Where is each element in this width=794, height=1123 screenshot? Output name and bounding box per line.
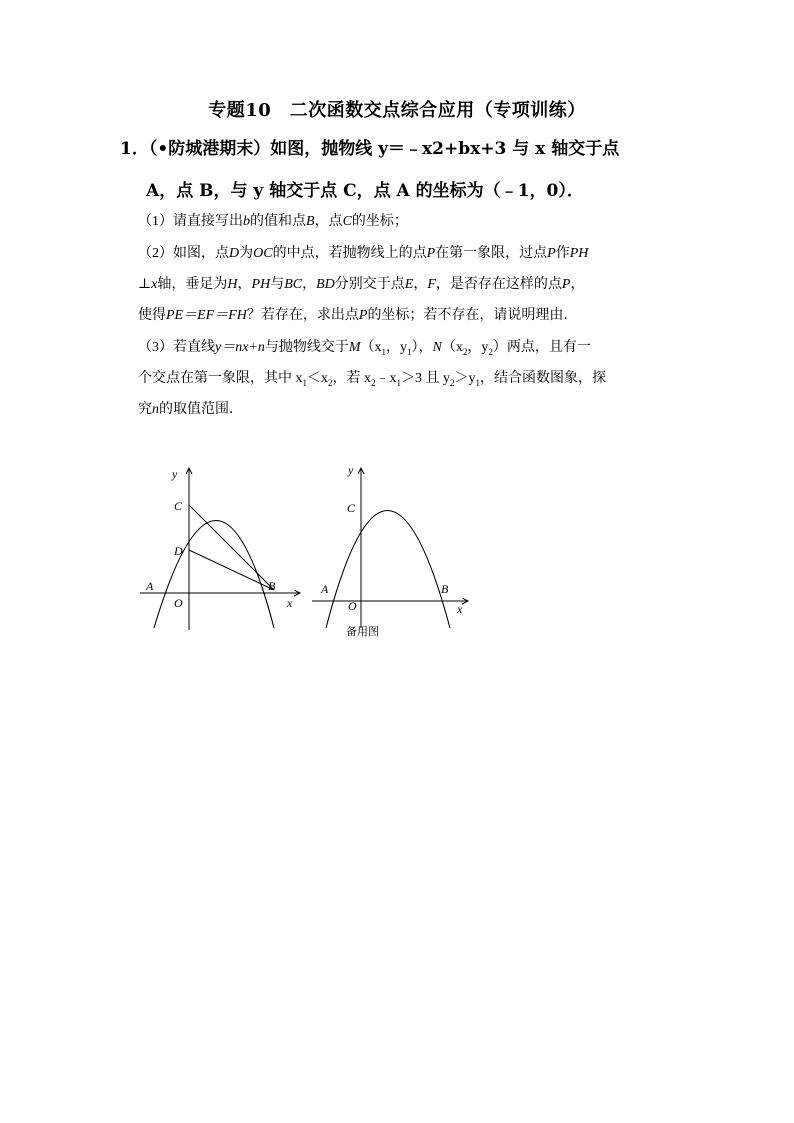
right-label-y: y (348, 463, 354, 477)
right-figure (312, 463, 468, 628)
left-label-y: y (172, 467, 178, 481)
part-2-line-3: 使得PE＝EF＝FH？若存在，求出点P的坐标；若不存在，请说明理由． (138, 308, 578, 323)
part-2-line-2: ⊥x轴，垂足为H，PH与BC，BD分别交于点E，F，是否存在这样的点P， (138, 277, 585, 292)
left-parabola (154, 521, 274, 629)
part-2-line-1: （2）如图，点D为OC的中点，若抛物线上的点P在第一象限，过点P作PH (138, 246, 589, 261)
right-label-c: C (347, 501, 356, 515)
left-label-d: D (174, 544, 183, 558)
figure-caption: 备用图 (346, 626, 379, 638)
left-figure (140, 467, 300, 630)
question-text-1: （•防城港期末）如图，抛物线 y＝﹣x2+bx+3 与 x 轴交于点 (148, 139, 620, 159)
right-parabola (326, 511, 450, 629)
left-label-c: C (174, 499, 183, 513)
question-line-1 (120, 134, 619, 159)
part-3-line-1: （3）若直线y＝nx+n与抛物线交于$M(x_1$，$y_1$），$N(x_2$，$y_2$）两点，且有一 (138, 340, 591, 357)
left-label-a: A (146, 579, 154, 593)
right-label-a: A (321, 582, 329, 596)
question-number: 1． (120, 139, 149, 159)
part-3-line-2: 个交点在第一象限，其中 $x_1<x_2$，若 $x_2﹣x_1>3$ 且 $y_2>y_1$，结合函数图象，探 (138, 371, 606, 388)
left-label-o: O (174, 596, 183, 610)
part-3-line-3: 究n的取值范围． (138, 402, 243, 417)
figure-area (132, 460, 482, 644)
left-label-b: B (268, 579, 276, 593)
right-label-x: x (457, 602, 463, 616)
right-label-o: O (348, 599, 357, 613)
right-label-b: B (441, 582, 449, 596)
left-label-x: x (287, 596, 293, 610)
segment-bd (189, 550, 274, 590)
segment-bc (189, 505, 274, 590)
parabola-figures (132, 460, 482, 640)
part-1: （1）请直接写出b的值和点B，点C的坐标； (138, 214, 408, 229)
question-line-2: A，点 B，与 y 轴交于点 C，点 A 的坐标为（﹣1，0）． (146, 181, 584, 201)
page-title: 专题10 二次函数交点综合应用（专项训练） (208, 100, 586, 121)
